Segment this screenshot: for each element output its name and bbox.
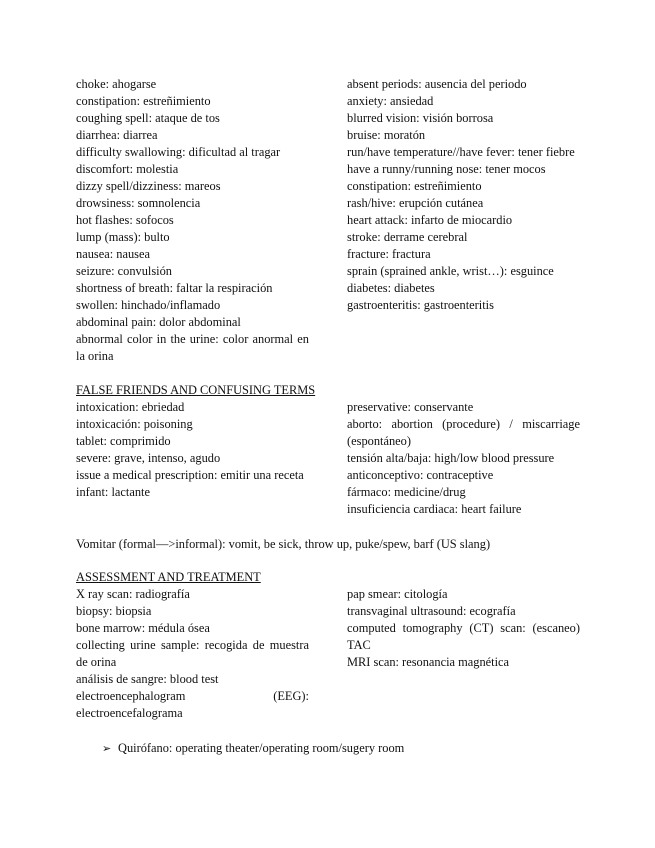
term-line: nausea: nausea	[76, 247, 150, 261]
term-line: swollen: hinchado/inflamado	[76, 298, 221, 312]
symptoms-section	[76, 76, 580, 365]
term-line: absent periods: ausencia del periodo	[347, 77, 527, 91]
term-line: tablet: comprimido	[76, 434, 171, 448]
term-line: bruise: moratón	[347, 128, 426, 142]
term-line: run/have temperature//have fever: tener fiebre	[347, 145, 575, 159]
term-line: difficulty swallowing: dificultad al tragar	[76, 145, 281, 159]
term-line: análisis de sangre: blood test	[76, 672, 219, 686]
symptoms-right-column	[347, 76, 580, 365]
term-line: issue a medical prescription: emitir una receta	[76, 468, 304, 482]
term-line: coughing spell: ataque de tos	[76, 111, 220, 125]
term-line: diarrhea: diarrea	[76, 128, 158, 142]
term-line: hot flashes: sofocos	[76, 213, 174, 227]
term-line: blurred vision: visión borrosa	[347, 111, 494, 125]
term-line: gastroenteritis: gastroenteritis	[347, 298, 494, 312]
term-line: tensión alta/baja: high/low blood pressure	[347, 451, 555, 465]
term-line: insuficiencia cardiaca: heart failure	[347, 502, 522, 516]
term-line: anticonceptivo: contraceptive	[347, 468, 494, 482]
term-line: drowsiness: somnolencia	[76, 196, 201, 210]
term-line: pap smear: citología	[347, 587, 448, 601]
term-line: heart attack: infarto de miocardio	[347, 213, 513, 227]
term-line: abnormal color in the urine: color anormal en la orina	[76, 332, 309, 363]
assessment-section	[76, 586, 580, 722]
term-line: sprain (sprained ankle, wrist…): esguince	[347, 264, 554, 278]
term-line: fracture: fractura	[347, 247, 431, 261]
bullet-text: Quirófano: operating theater/operating room/sugery room	[118, 741, 405, 755]
term-line: seizure: convulsión	[76, 264, 173, 278]
term-line: transvaginal ultrasound: ecografía	[347, 604, 516, 618]
term-line: diabetes: diabetes	[347, 281, 435, 295]
term-line: rash/hive: erupción cutánea	[347, 196, 484, 210]
term-line: intoxication: ebriedad	[76, 400, 185, 414]
assessment-heading: ASSESSMENT AND TREATMENT	[76, 570, 261, 584]
term-line: lump (mass): bulto	[76, 230, 170, 244]
symptoms-left-column	[76, 76, 309, 365]
arrowhead-bullet-icon: ➢	[102, 743, 112, 755]
vomit-note: Vomitar (formal—>informal): vomit, be sick, throw up, puke/spew, barf (US slang)	[76, 537, 491, 551]
term-line: dizzy spell/dizziness: mareos	[76, 179, 221, 193]
bullet-item	[102, 740, 404, 758]
term-line: electroencephalogram (EEG): electroencefalograma	[76, 689, 309, 720]
false-friends-right-column	[347, 399, 580, 518]
false-friends-heading: FALSE FRIENDS AND CONFUSING TERMS	[76, 383, 316, 397]
term-line: constipation: estreñimiento	[347, 179, 482, 193]
term-line: discomfort: molestia	[76, 162, 179, 176]
term-line: X ray scan: radiografía	[76, 587, 190, 601]
assessment-right-column	[347, 586, 580, 722]
term-line: fármaco: medicine/drug	[347, 485, 466, 499]
term-line: shortness of breath: faltar la respiración	[76, 281, 273, 295]
term-line: computed tomography (CT) scan: (escaneo) TAC	[347, 621, 580, 652]
term-line: collecting urine sample: recogida de muestra de orina	[76, 638, 309, 669]
term-line: stroke: derrame cerebral	[347, 230, 468, 244]
term-line: constipation: estreñimiento	[76, 94, 211, 108]
false-friends-left-column	[76, 399, 309, 518]
term-line: intoxicación: poisoning	[76, 417, 193, 431]
term-line: have a runny/running nose: tener mocos	[347, 162, 546, 176]
term-line: preservative: conservante	[347, 400, 474, 414]
term-line: MRI scan: resonancia magnética	[347, 655, 510, 669]
assessment-left-column	[76, 586, 309, 722]
term-line: infant: lactante	[76, 485, 150, 499]
term-line: aborto: abortion (procedure) / miscarriage (espontáneo)	[347, 417, 580, 448]
term-line: anxiety: ansiedad	[347, 94, 434, 108]
term-line: choke: ahogarse	[76, 77, 157, 91]
term-line: biopsy: biopsia	[76, 604, 152, 618]
false-friends-section	[76, 399, 580, 518]
term-line: bone marrow: médula ósea	[76, 621, 210, 635]
term-line: severe: grave, intenso, agudo	[76, 451, 221, 465]
term-line: abdominal pain: dolor abdominal	[76, 315, 241, 329]
